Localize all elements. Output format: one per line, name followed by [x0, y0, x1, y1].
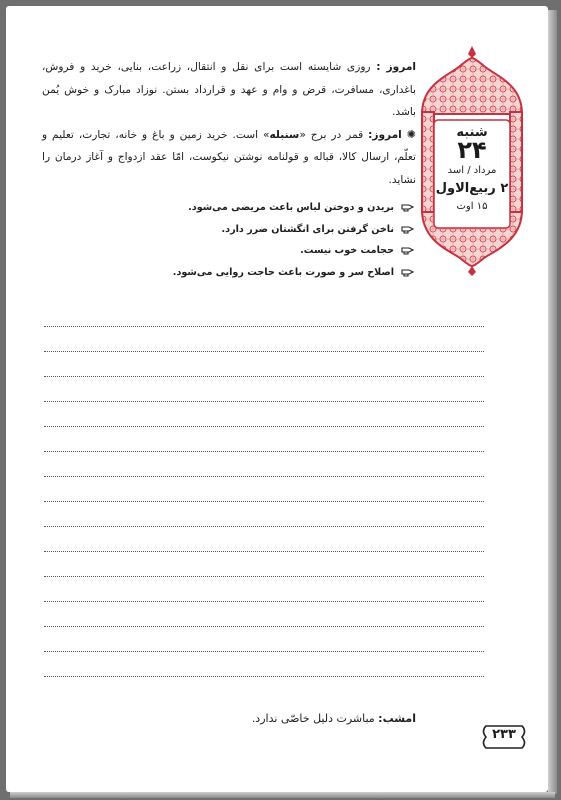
writing-line[interactable] [44, 376, 484, 377]
writing-line[interactable] [44, 651, 484, 652]
writing-line[interactable] [44, 626, 484, 627]
hijri-date: ۲ ربیع‌الاول [435, 181, 509, 196]
sun-icon: ✺ [406, 127, 416, 141]
writing-line[interactable] [44, 601, 484, 602]
writing-line[interactable] [44, 676, 484, 677]
tonight-note [130, 712, 416, 725]
writing-line[interactable] [44, 326, 484, 327]
writing-line[interactable] [44, 426, 484, 427]
writing-line[interactable] [44, 576, 484, 577]
day-description [42, 56, 416, 283]
pointing-hand-icon [401, 202, 414, 212]
page-number: ۲۳۳ [492, 727, 516, 742]
today-label: امروز : [376, 61, 417, 73]
pointing-hand-icon [401, 245, 414, 255]
writing-line[interactable] [44, 551, 484, 552]
writing-line[interactable] [44, 501, 484, 502]
writing-line[interactable] [44, 451, 484, 452]
writing-line[interactable] [44, 476, 484, 477]
pointing-hand-icon [401, 224, 414, 234]
page-shadow-right [548, 10, 557, 794]
today-paragraph [42, 56, 416, 124]
list-item: اصلاح سر و صورت باعث حاجت روایی می‌شود. [42, 262, 416, 284]
list-item: ناخن گرفتن برای انگشتان ضرر دارد. [42, 219, 416, 241]
writing-line[interactable] [44, 351, 484, 352]
writing-line[interactable] [44, 401, 484, 402]
list-item: بریدن و دوختن لباس باعث مریضی می‌شود. [42, 197, 416, 219]
today-text: روزی شایسته است برای نقل و انتقال، زراعت، بنایی، خرید و فروش، باغداری، مسافرت، قرض و وام و عهد و قرارداد بستن. نوزاد مبارک و خوش یُمن باشد. [42, 61, 416, 118]
day-number: ۲۴ [457, 136, 487, 164]
moon-label: امروز: [368, 128, 402, 141]
gregorian-date: ۱۵ اوت [456, 201, 488, 212]
tonight-label: امشب: [378, 712, 416, 725]
weekday: شنبه [456, 125, 488, 140]
moon-text-after: » است. خرید زمین و باغ و خانه، تجارت، تعلیم و تعلّم، ارسال کالا، قباله و قولنامه نوشتن نیکوست، امّا عقد ازدواج و آغاز درمان را نشاید. [42, 128, 416, 186]
list-item: حجامت خوب نیست. [42, 240, 416, 262]
pointing-hand-icon [401, 267, 414, 277]
zodiac-sign: سنبله [269, 128, 300, 141]
advice-list [42, 197, 416, 283]
writing-line[interactable] [44, 526, 484, 527]
moon-text-before: قمر در برج « [299, 128, 364, 141]
tonight-text: مباشرت دلیل خاصّی ندارد. [251, 712, 375, 725]
calendar-tag [418, 44, 526, 276]
moon-paragraph [42, 124, 416, 192]
solar-month: مرداد / اسد [447, 165, 497, 176]
page-shadow-bottom [10, 792, 555, 798]
